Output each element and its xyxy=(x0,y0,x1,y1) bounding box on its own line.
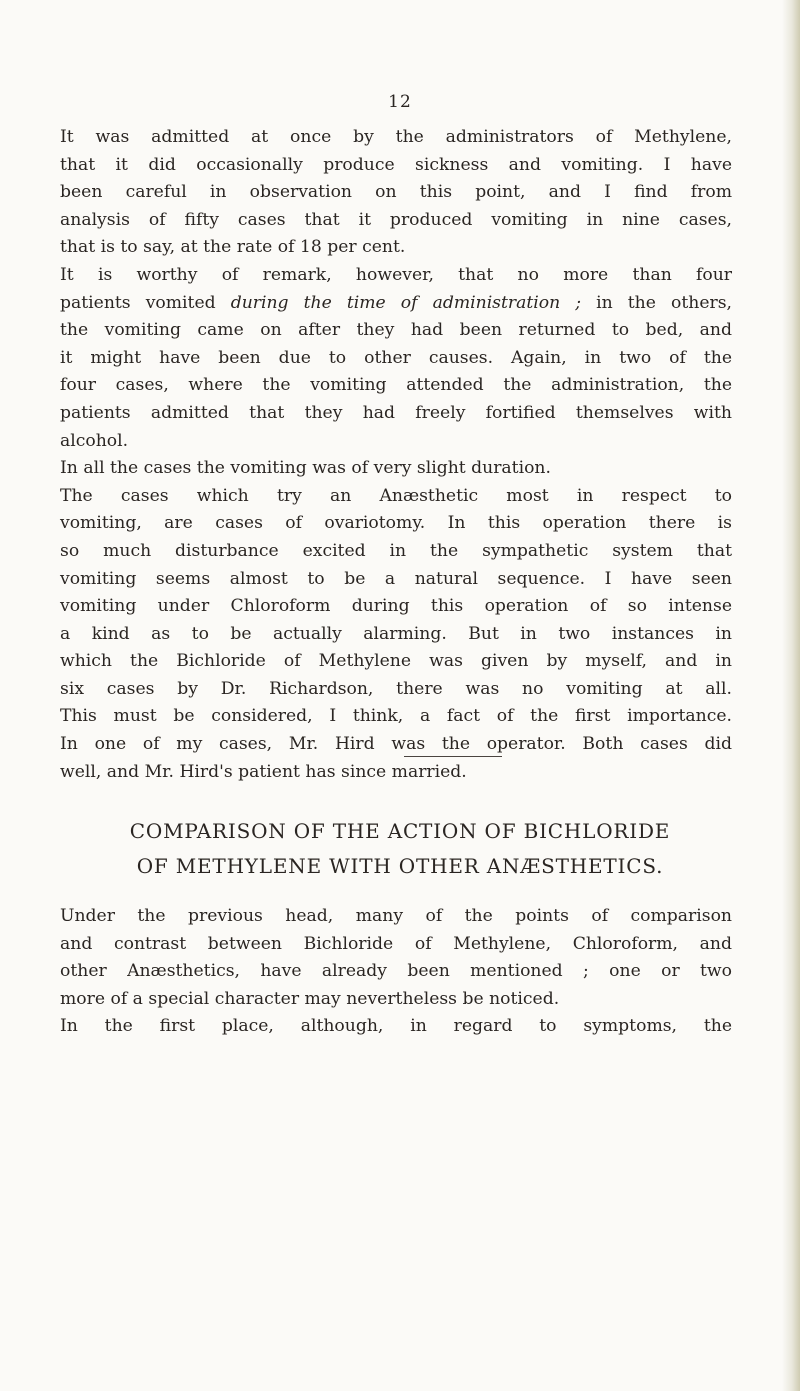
text-line: that is to say, at the rate of 18 per cent. xyxy=(60,237,406,258)
text-line: that it did occasionally produce sickness and vomiting. I have xyxy=(60,154,732,175)
text-line: The cases which try an Anæsthetic most in respect to xyxy=(60,485,732,506)
paragraph-vomiting-observations xyxy=(60,124,732,786)
text-line: vomiting, are cases of ovariotomy. In this operation there is xyxy=(60,513,732,534)
text-line: alcohol. xyxy=(60,430,129,451)
text-line: it might have been due to other causes. Again, in two of the xyxy=(60,347,732,368)
page-edge-shadow xyxy=(782,0,800,1391)
text-line: six cases by Dr. Richardson, there was no vomiting at all. xyxy=(60,678,732,699)
italic-phrase: during the time of administration ; xyxy=(230,292,582,313)
text-line: been careful in observation on this point, and I find from xyxy=(60,182,732,203)
heading-line: OF METHYLENE WITH OTHER ANÆSTHETICS. xyxy=(136,854,664,878)
text-line: patients admitted that they had freely fortified themselves with xyxy=(60,402,732,423)
text-line: It was admitted at once by the administrators of Methylene, xyxy=(60,127,732,147)
text-line: a kind as to be actually alarming. But in two instances in xyxy=(60,623,732,644)
text-line: four cases, where the vomiting attended the administration, the xyxy=(60,375,732,396)
text-line: In all the cases the vomiting was of very slight duration. xyxy=(60,458,551,479)
text-line: which the Bichloride of Methylene was given by myself, and in xyxy=(60,651,732,672)
text-line: the vomiting came on after they had been returned to bed, and xyxy=(60,320,732,341)
section-divider-rule xyxy=(404,756,502,757)
text-line: more of a special character may nevertheless be noticed. xyxy=(60,988,560,1009)
text-line: vomiting under Chloroform during this operation of so intense xyxy=(60,596,732,617)
page-number: 12 xyxy=(388,92,412,112)
text-line: It is worthy of remark, however, that no more than four xyxy=(60,264,732,285)
text-line: This must be considered, I think, a fact of the first importance. xyxy=(60,706,732,727)
text-line: Under the previous head, many of the points of comparison xyxy=(60,906,732,926)
text-line: analysis of fifty cases that it produced vomiting in nine cases, xyxy=(60,209,732,230)
text-line: other Anæsthetics, have already been mentioned ; one or two xyxy=(60,961,732,982)
text-line: vomiting seems almost to be a natural sequence. I have seen xyxy=(60,568,732,589)
text-line: In one of my cases, Mr. Hird was the operator. Both cases did xyxy=(60,734,732,755)
paragraph-comparison-intro xyxy=(60,903,732,1041)
text-line: well, and Mr. Hird's patient has since married. xyxy=(60,761,467,782)
text-line: so much disturbance excited in the sympathetic system that xyxy=(60,540,732,561)
text-line: and contrast between Bichloride of Methylene, Chloroform, and xyxy=(60,933,732,954)
heading-line: COMPARISON OF THE ACTION OF BICHLORIDE xyxy=(129,819,671,843)
text-line-with-italic xyxy=(60,290,732,318)
text-line: In the first place, although, in regard to symptoms, the xyxy=(60,1016,732,1037)
text-run: patients vomited xyxy=(60,292,231,313)
section-heading xyxy=(60,814,740,884)
text-run: in the others, xyxy=(581,292,732,313)
